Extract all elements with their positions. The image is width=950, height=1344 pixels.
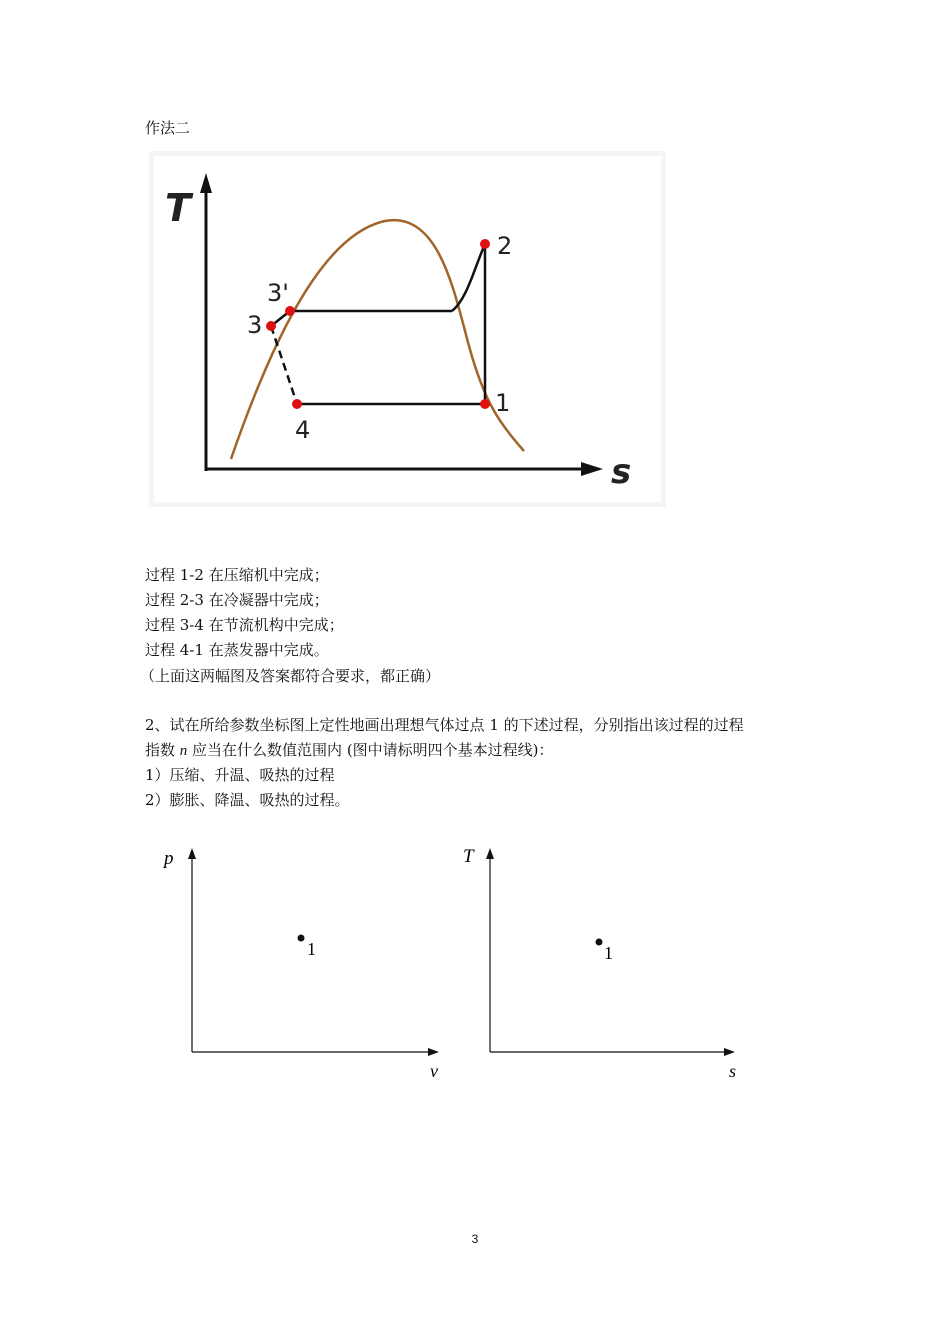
v-axis-arrow xyxy=(428,1048,439,1056)
question-line-1: 2、试在所给参数坐标图上定性地画出理想气体过点 1 的下述过程，分别指出该过程的过程 xyxy=(145,716,744,734)
p-axis-label: p xyxy=(164,848,174,869)
state-point-3prime xyxy=(285,306,295,316)
ts-chart-svg xyxy=(448,838,748,1088)
t-axis-label: T xyxy=(165,186,191,230)
label-point-2: 2 xyxy=(497,232,513,260)
pv-point-1-label: 1 xyxy=(307,939,316,959)
pv-chart-svg xyxy=(150,838,450,1088)
label-point-3: 3 xyxy=(247,311,263,339)
state-point-1 xyxy=(480,399,490,409)
label-point-3prime: 3' xyxy=(267,279,289,307)
pv-point-1 xyxy=(298,935,305,942)
polytropic-index-n: n xyxy=(179,743,188,759)
s-axis-blank-label: s xyxy=(729,1061,737,1081)
ts-point-1-label: 1 xyxy=(604,943,613,963)
process-line-2-3: 过程 2-3 在冷凝器中完成； xyxy=(145,591,329,609)
process-line-4-1: 过程 4-1 在蒸发器中完成。 xyxy=(145,641,329,659)
v-axis-label: v xyxy=(430,1061,438,1081)
s-axis-label: s xyxy=(611,452,632,492)
state-point-2 xyxy=(480,239,490,249)
process-line-3-4: 过程 3-4 在节流机构中完成； xyxy=(145,616,344,634)
ts-point-1 xyxy=(596,939,603,946)
answer-note: （上面这两幅图及答案都符合要求，都正确） xyxy=(140,667,441,685)
t-axis-blank-label: T xyxy=(463,846,474,867)
ts-cycle-figure xyxy=(149,151,666,507)
ts-cycle-svg xyxy=(149,151,666,507)
section-title: 作法二 xyxy=(145,119,191,137)
state-point-3 xyxy=(266,321,276,331)
question-line-2-suffix: 应当在什么数值范围内 (图中请标明四个基本过程线)： xyxy=(187,741,554,759)
process-line-1-2: 过程 1-2 在压缩机中完成； xyxy=(145,566,329,584)
question-item-1: 1）压缩、升温、吸热的过程 xyxy=(145,766,335,784)
question-item-2: 2）膨胀、降温、吸热的过程。 xyxy=(145,791,350,809)
ts-chart xyxy=(448,838,748,1088)
question-line-2-prefix: 指数 xyxy=(145,741,180,759)
p-axis-arrow xyxy=(188,848,196,859)
question-line-2 xyxy=(145,738,554,764)
s-axis-blank-arrow xyxy=(724,1048,735,1056)
page-number: 3 xyxy=(471,1232,479,1246)
state-point-4 xyxy=(292,399,302,409)
t-axis-blank-arrow xyxy=(486,848,494,859)
label-point-4: 4 xyxy=(295,416,311,444)
figure-canvas xyxy=(154,156,661,502)
pv-chart xyxy=(150,838,450,1088)
label-point-1: 1 xyxy=(495,389,511,417)
